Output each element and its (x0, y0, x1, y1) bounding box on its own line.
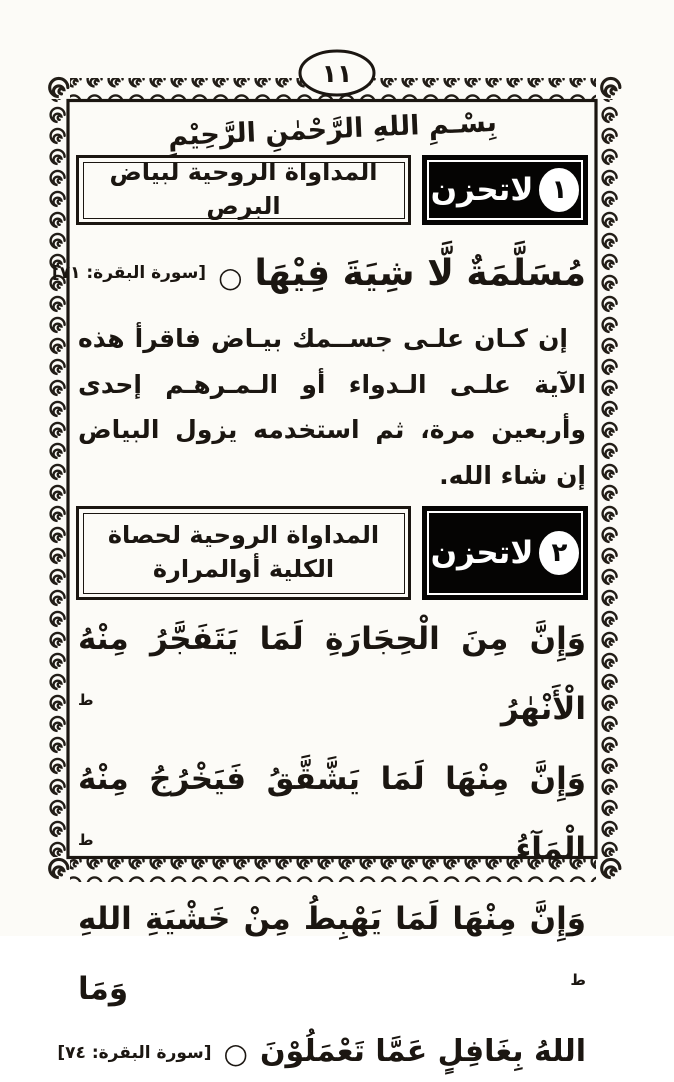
waqf-mark-icon: ط (570, 971, 586, 989)
verse-text: وَإِنَّ مِنْهَا لَمَا يَهْبِطُ مِنْ خَشْيَةِ اللهِ (78, 901, 586, 937)
section-1-header (76, 155, 588, 225)
page-content (51, 101, 596, 1070)
section-2-title-line-2: الكلية أوالمرارة (152, 555, 335, 583)
corner-scroll-top-left (50, 78, 68, 96)
page-number: ١١ (321, 58, 353, 88)
quran-verse-line-4 (57, 1024, 586, 1082)
badge-number-oval (539, 531, 579, 575)
ayah-text: مُسَلَّمَةٌ لَّا شِيَةَ فِيْهَا (254, 252, 586, 294)
badge-label: لاتحزن (430, 535, 534, 571)
badge-number: ٢ (551, 538, 568, 568)
quran-verse-line-3 (78, 884, 586, 1024)
la-tahzan-badge-2-inner (427, 511, 583, 595)
quran-verse-line-2 (78, 744, 586, 884)
waqf-mark-icon: ط (78, 831, 94, 849)
section-2-title-box-inner (83, 513, 405, 594)
instruction-paragraph: إن كـان علـى جســمك بيـاض فاقرأ هذه الآية علـى الـدواء أو الـمـرهـم إحدى وأربعين مرة، ثم استخدمه يزول البياض إن شاء الله. (78, 324, 586, 490)
badge-label: لاتحزن (430, 172, 534, 208)
section-2-title-line-1: المداواة الروحية لحصاة (107, 521, 380, 550)
verse-text: وَإِنَّ مِنْهَا لَمَا يَشَّقَّقُ فَيَخْرُجُ مِنْهُ الْمَآءُ (78, 761, 586, 867)
quran-verse-line-1 (78, 604, 586, 744)
ayah-end-marker: ○ (218, 260, 243, 294)
section-2-title-box (76, 506, 411, 600)
la-tahzan-badge-1 (422, 155, 588, 225)
ayah-verse (206, 253, 586, 294)
bismillah-calligraphy: بِسْـمِ اللهِ الرَّحْمٰنِ الرَّحِيْمِ (167, 106, 497, 153)
verse-continuation: وَمَا (78, 971, 129, 1007)
corner-scroll-bottom-right (602, 859, 620, 877)
ayah-end-marker: ○ (223, 1037, 248, 1070)
corner-scroll-bottom-left (50, 859, 68, 877)
badge-number-oval (539, 168, 579, 212)
surah-reference: [سورة البقرة: ٧٤] (57, 1043, 212, 1063)
section-1-verse-row (51, 238, 586, 308)
la-tahzan-badge-2 (422, 506, 588, 600)
section-2-verses (57, 604, 586, 1082)
section-1-title-box-inner (83, 158, 405, 220)
verse-final-phrase (212, 1024, 586, 1082)
scroll-band-left (46, 99, 69, 857)
section-1-title-box (76, 155, 411, 225)
scroll-band-right (597, 99, 620, 857)
badge-number: ١ (551, 175, 568, 205)
verse-text: اللهُ بِغَافِلٍ عَمَّا تَعْمَلُوْنَ (259, 1034, 586, 1069)
waqf-mark-icon: ط (78, 691, 94, 709)
section-1-title: المداواة الروحية لبياض البرص (109, 158, 378, 220)
verse-text: وَإِنَّ مِنَ الْحِجَارَةِ لَمَا يَتَفَجَّرُ مِنْهُ الْأَنْهٰرُ (78, 621, 586, 727)
section-2-header (76, 506, 588, 600)
surah-reference: [سورة البقرة: ٧١] (51, 263, 207, 283)
la-tahzan-badge-1-inner (427, 160, 583, 220)
corner-scroll-top-right (602, 78, 620, 96)
